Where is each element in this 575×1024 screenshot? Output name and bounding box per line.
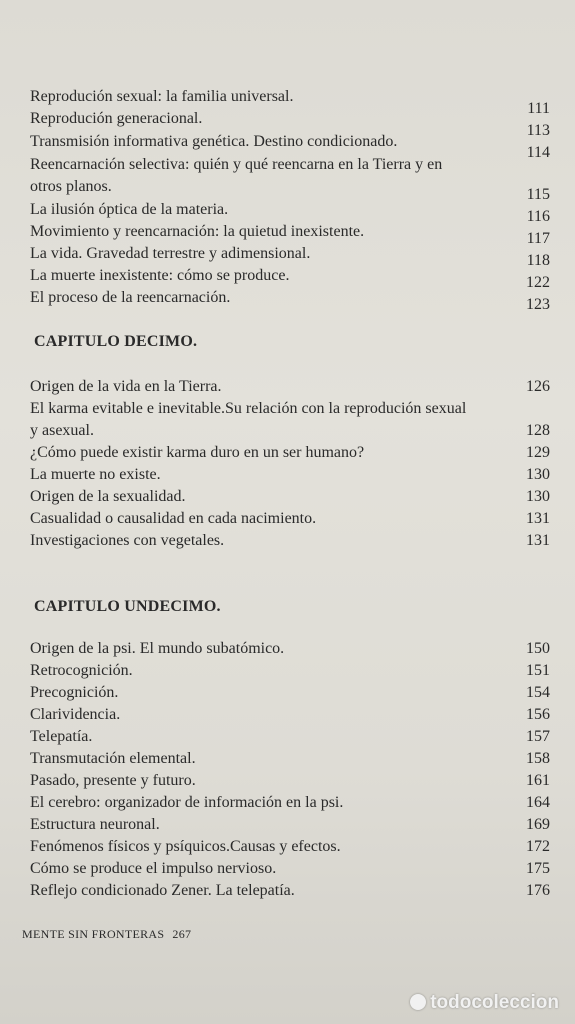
- toc-entry: [30, 376, 550, 398]
- chapter-heading: CAPITULO UNDECIMO.: [34, 598, 221, 615]
- toc-entry-title: Casualidad o causalidad en cada nacimiento.: [30, 510, 317, 527]
- toc-entry-title: otros planos.: [30, 178, 112, 195]
- toc-entry-page: 117: [526, 230, 550, 247]
- footer-book-title: MENTE SIN FRONTERAS: [22, 927, 165, 941]
- toc-entry-title: Clarividencia.: [30, 706, 121, 723]
- toc-entry-title: Origen de la psi. El mundo subatómico.: [30, 640, 285, 657]
- toc-entry-title: Retrocognición.: [30, 662, 133, 679]
- chapter-heading: CAPITULO DECIMO.: [34, 333, 198, 350]
- toc-entry-title: y asexual.: [30, 422, 94, 439]
- toc-entry-title: La vida. Gravedad terrestre y adimensional.: [30, 245, 311, 262]
- watermark: [410, 992, 559, 1014]
- toc-entry-page: 172: [526, 838, 550, 855]
- page-footer: [22, 927, 191, 942]
- toc-entry-title: Estructura neuronal.: [30, 816, 160, 833]
- toc-entry-title: Cómo se produce el impulso nervioso.: [30, 860, 277, 877]
- toc-entry-title: Reencarnación selectiva: quién y qué reencarna en la Tierra y en: [30, 156, 443, 173]
- toc-entry: [30, 704, 550, 726]
- toc-entry-page: 116: [526, 208, 550, 225]
- toc-entry-title: Telepatía.: [30, 728, 93, 745]
- toc-entry-title: Reflejo condicionado Zener. La telepatía.: [30, 882, 295, 899]
- toc-entry-page: 156: [526, 706, 550, 723]
- toc-entry-title: Movimiento y reencarnación: la quietud inexistente.: [30, 223, 365, 240]
- toc-entry: [30, 792, 550, 814]
- toc-entry-title: La ilusión óptica de la materia.: [30, 201, 229, 218]
- toc-entry-page: 118: [526, 252, 550, 269]
- toc-entry: [30, 154, 550, 176]
- toc-entry-title: Reprodución generacional.: [30, 110, 203, 127]
- toc-entry-page: 157: [526, 728, 550, 745]
- toc-entry-page-row: [30, 294, 550, 316]
- toc-entry-title: Fenómenos físicos y psíquicos.Causas y efectos.: [30, 838, 341, 855]
- toc-entry-page: 154: [526, 684, 550, 701]
- watermark-logo-icon: [410, 994, 426, 1010]
- toc-entry-page: 126: [526, 378, 550, 395]
- toc-entry-title: Origen de la sexualidad.: [30, 488, 186, 505]
- toc-entry-page: 164: [526, 794, 550, 811]
- toc-entry-title: Pasado, presente y futuro.: [30, 772, 196, 789]
- toc-entry: [30, 880, 550, 902]
- toc-entry-page: 130: [526, 466, 550, 483]
- toc-entry: [30, 442, 550, 464]
- toc-entry-title: Transmutación elemental.: [30, 750, 196, 767]
- toc-entry-title: Precognición.: [30, 684, 119, 701]
- toc-entry-title: El karma evitable e inevitable.Su relación con la reprodución sexual: [30, 400, 467, 417]
- toc-entry-page: 111: [527, 100, 550, 117]
- toc-entry-page: 113: [526, 122, 550, 139]
- toc-entry: [30, 858, 550, 880]
- toc-entry-page: 175: [526, 860, 550, 877]
- toc-entry: [30, 726, 550, 748]
- toc-entry: [30, 508, 550, 530]
- toc-entry-title: Transmisión informativa genética. Destino condicionado.: [30, 133, 398, 150]
- toc-entry-title: El cerebro: organizador de información en la psi.: [30, 794, 344, 811]
- watermark-text: todocoleccion: [430, 992, 559, 1013]
- toc-entry-title: La muerte inexistente: cómo se produce.: [30, 267, 290, 284]
- toc-entry-page: 123: [526, 296, 550, 313]
- toc-entry-page: 169: [526, 816, 550, 833]
- toc-entry: [30, 682, 550, 704]
- toc-entry: [30, 748, 550, 770]
- toc-entry-title: ¿Cómo puede existir karma duro en un ser humano?: [30, 444, 365, 461]
- toc-entry-page: 150: [526, 640, 550, 657]
- toc-entry-page: 131: [526, 510, 550, 527]
- toc-entry-page: 131: [526, 532, 550, 549]
- toc-entry: [30, 814, 550, 836]
- toc-entry-page: 130: [526, 488, 550, 505]
- toc-entry-page: 122: [526, 274, 550, 291]
- toc-entry-page: 176: [526, 882, 550, 899]
- toc-entry-page: 128: [526, 422, 550, 439]
- toc-entry-page: 158: [526, 750, 550, 767]
- toc-entry-title: Origen de la vida en la Tierra.: [30, 378, 222, 395]
- toc-entry-page: 114: [526, 144, 550, 161]
- toc-entry: [30, 486, 550, 508]
- toc-entry-title: Reprodución sexual: la familia universal.: [30, 88, 294, 105]
- toc-entry-title: Investigaciones con vegetales.: [30, 532, 225, 549]
- toc-entry: [30, 464, 550, 486]
- toc-entry-page: 115: [526, 186, 550, 203]
- footer-page-number: 267: [172, 927, 192, 941]
- toc-entry: [30, 770, 550, 792]
- toc-entry-title: La muerte no existe.: [30, 466, 161, 483]
- toc-entry-page: 151: [526, 662, 550, 679]
- toc-entry: [30, 398, 550, 420]
- toc-entry-page: 161: [526, 772, 550, 789]
- toc-entry: [30, 530, 550, 552]
- toc-entry: [30, 638, 550, 660]
- toc-entry: [30, 660, 550, 682]
- toc-entry-title: El proceso de la reencarnación.: [30, 289, 231, 306]
- toc-entry: [30, 836, 550, 858]
- toc-entry-page: 129: [526, 444, 550, 461]
- toc-entry-continuation: [30, 420, 550, 442]
